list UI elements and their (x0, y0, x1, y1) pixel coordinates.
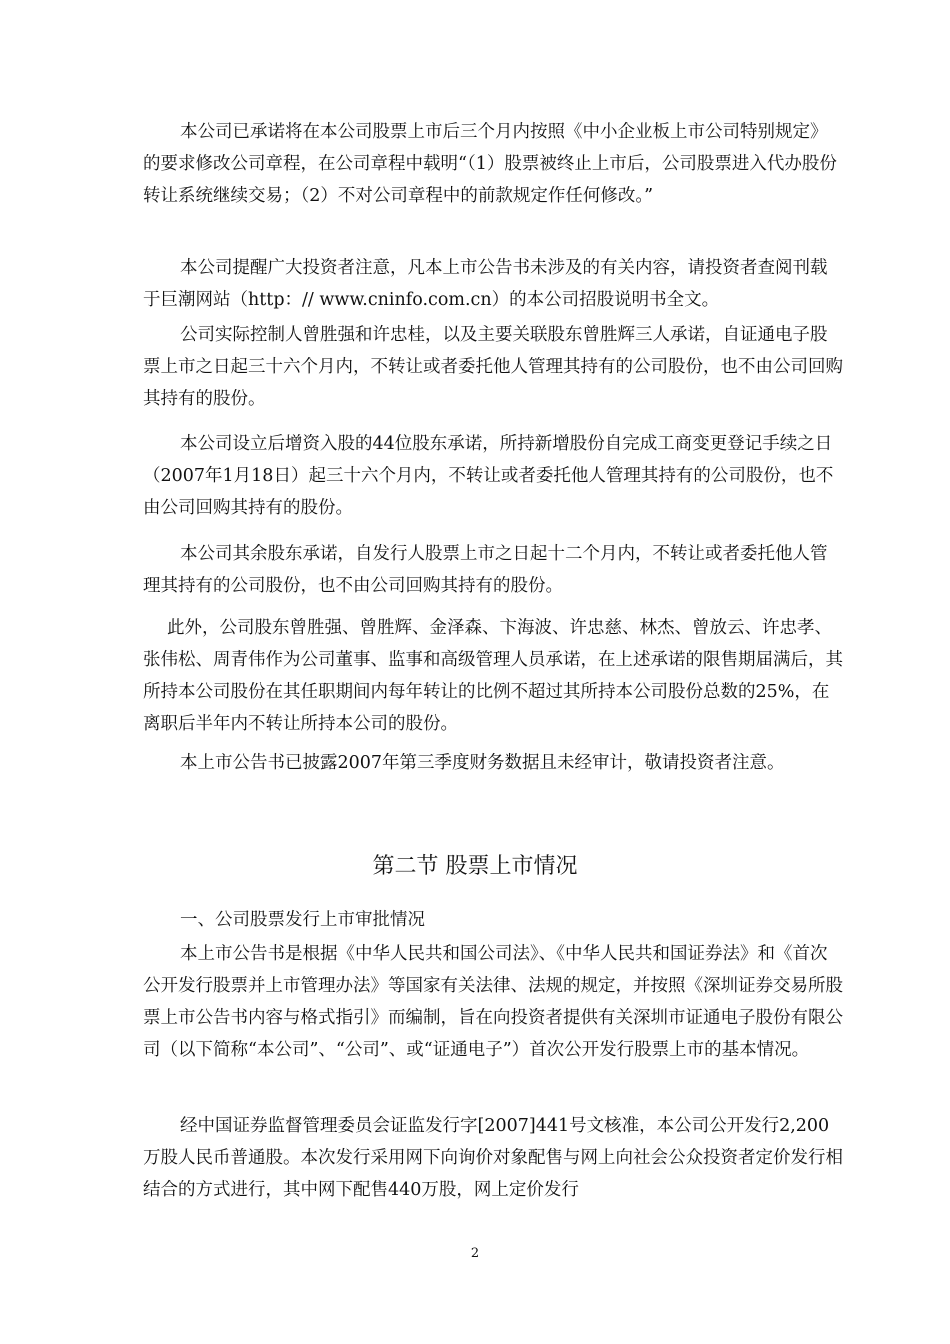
page-number: 2 (470, 1246, 480, 1261)
paragraph-articles-amendment: 本公司已承诺将在本公司股票上市后三个月内按照《中小企业板上市公司特别规定》的要求修改公司章程，在公司章程中载明“（1）股票被终止上市后，公司股票进入代办股份转让系统继续交易；（2）不对公司章程中的前款规定作任何修改。” (143, 122, 837, 206)
paragraph-controller-commitment: 公司实际控制人曾胜强和许忠桂，以及主要关联股东曾胜辉三人承诺，自证通电子股票上市之日起三十六个月内，不转让或者委托他人管理其持有的公司股份，也不由公司回购其持有的股份。 (143, 325, 843, 409)
paragraph-44-shareholders-commitment: 本公司设立后增资入股的44位股东承诺，所持新增股份自完成工商变更登记手续之日（2007年1月18日）起三十六个月内，不转让或者委托他人管理其持有的公司股份，也不由公司回购其持有的股份。 (143, 434, 834, 518)
paragraph-investor-reminder: 本公司提醒广大投资者注意，凡本上市公告书未涉及的有关内容，请投资者查阅刊载于巨潮网站（http：// www.cninfo.com.cn）的本公司招股说明书全文。 (143, 258, 828, 310)
paragraph-financial-disclosure: 本上市公告书已披露2007年第三季度财务数据且未经审计，敬请投资者注意。 (180, 753, 785, 773)
paragraph-legal-basis: 本上市公告书是根据《中华人民共和国公司法》、《中华人民共和国证券法》和《首次公开发行股票并上市管理办法》等国家有关法律、法规的规定，并按照《深圳证券交易所股票上市公告书内容与格式指引》而编制，旨在向投资者提供有关深圳市证通电子股份有限公司（以下简称“本公司”、“公司”、或“证通电子”）首次公开发行股票上市的基本情况。 (143, 944, 843, 1060)
paragraph-directors-commitment: 此外，公司股东曾胜强、曾胜辉、金泽森、卞海波、许忠慈、林杰、曾放云、许忠孝、张伟松、周青伟作为公司董事、监事和高级管理人员承诺，在上述承诺的限售期届满后，其所持本公司股份在其任职期间内每年转让的比例不超过其所持本公司股份总数的25%，在离职后半年内不转让所持本公司的股份。 (143, 618, 843, 734)
subsection-title: 一、公司股票发行上市审批情况 (180, 910, 425, 930)
paragraph-issuance-approval: 经中国证券监督管理委员会证监发行字[2007]441号文核准，本公司公开发行2,200万股人民币普通股。本次发行采用网下向询价对象配售与网上向社会公众投资者定价发行相结合的方式进行，其中网下配售440万股，网上定价发行 (143, 1116, 843, 1200)
paragraph-other-shareholders-commitment: 本公司其余股东承诺，自发行人股票上市之日起十二个月内，不转让或者委托他人管理其持有的公司股份，也不由公司回购其持有的股份。 (143, 544, 828, 596)
section-title: 第二节 股票上市情况 (372, 854, 578, 879)
